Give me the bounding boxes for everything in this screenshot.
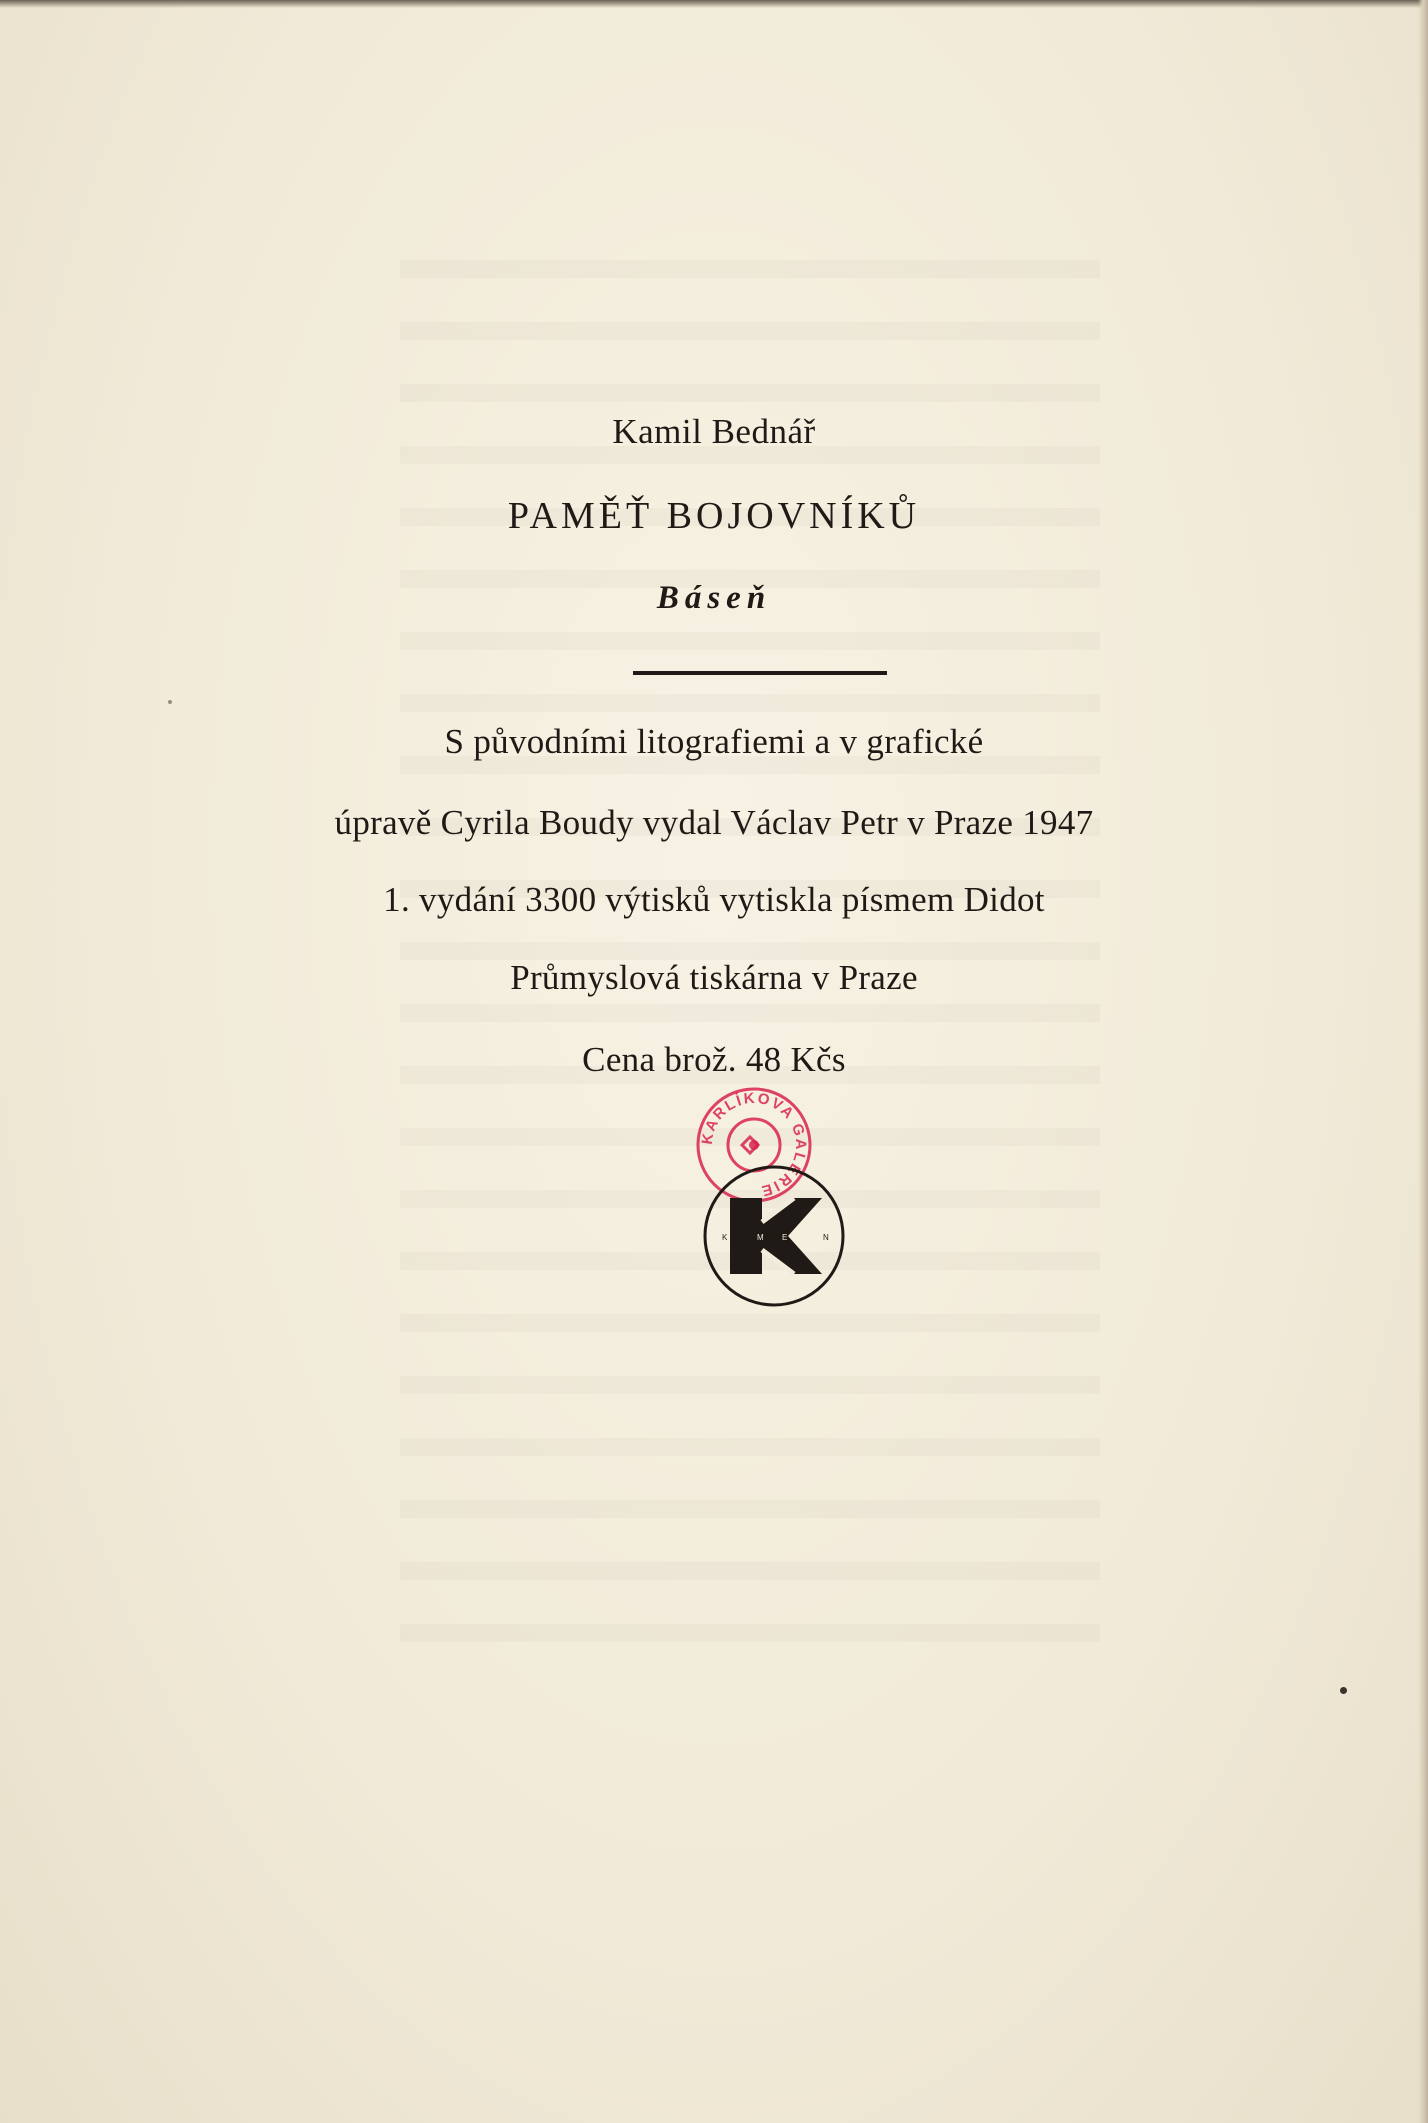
logo-ring-letter: M [757,1233,764,1242]
colophon-line: úpravě Cyrila Boudy vydal Václav Petr v Praze 1947 [334,803,1094,842]
stamp-text: KARLÍKOVA GALERIE [698,1089,810,1200]
logo-ring-letter: N [823,1233,829,1242]
author-name: Kamil Bednář [612,412,816,451]
publisher-logo-icon [700,1162,848,1310]
colophon-line: 1. vydání 3300 výtisků vytiskla písmem Didot [383,880,1045,919]
paper-speck [168,700,172,704]
page-top-edge [0,0,1428,8]
logo-ring-letter: E [782,1233,788,1242]
price-line: Cena brož. 48 Kčs [582,1040,846,1079]
book-title: PAMĚŤ BOJOVNÍKŮ [507,495,921,537]
divider-rule [633,671,887,675]
logo-ring-letter: K [722,1233,728,1242]
colophon-line: S původními litografiemi a v grafické [444,722,984,761]
paper-speck [1340,1687,1347,1694]
colophon-line: Průmyslová tiskárna v Praze [510,958,918,997]
book-subtitle: Báseň [656,580,772,616]
